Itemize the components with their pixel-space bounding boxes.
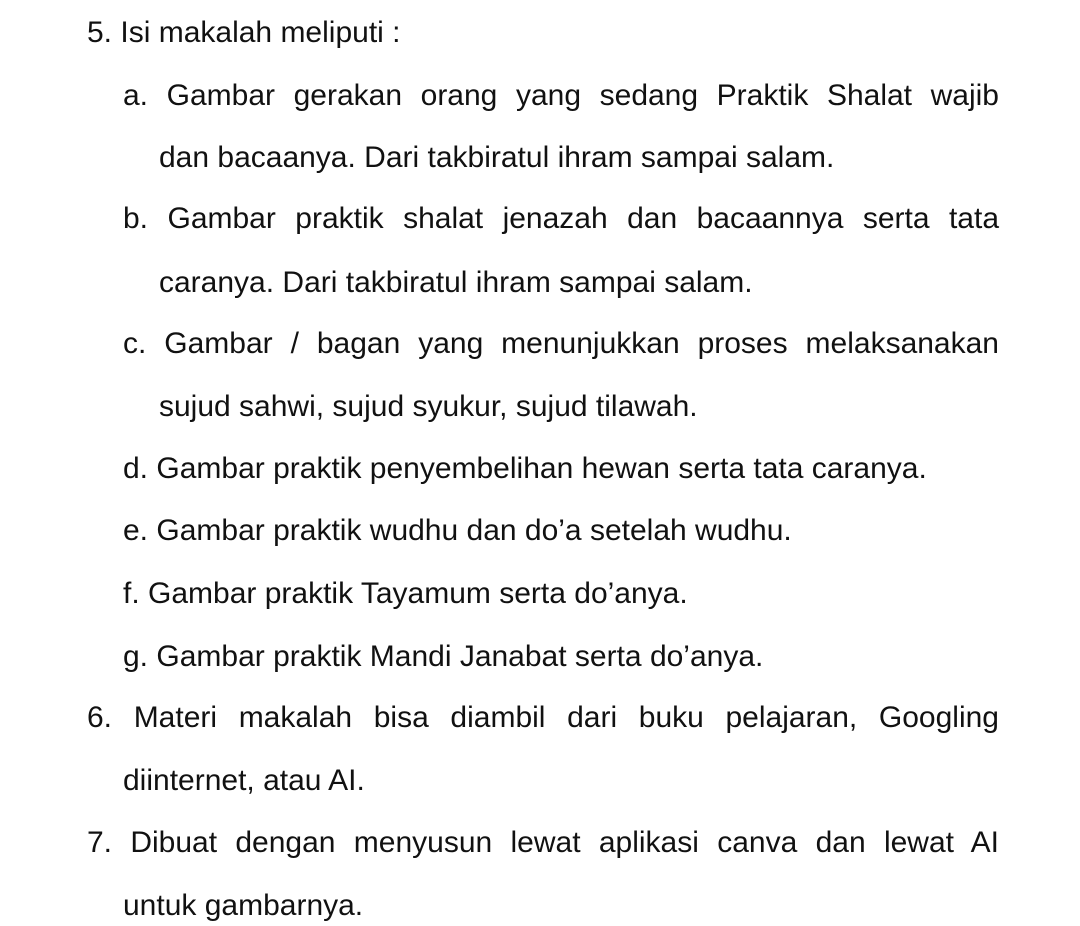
list-item-6-continuation: diinternet, atau AI. <box>123 764 365 797</box>
sub-item-text: Gambar praktik shalat jenazah dan bacaannya serta tata <box>167 202 1000 235</box>
sub-item-letter: e. <box>123 514 149 547</box>
sub-item-b-continuation: caranya. Dari takbiratul ihram sampai salam. <box>159 266 753 299</box>
sub-item-text: Gambar praktik Mandi Janabat serta do’anya. <box>156 640 764 673</box>
sub-item-text: Gambar gerakan orang yang sedang Praktik Shalat wajib <box>166 79 999 112</box>
sub-item-f <box>123 576 688 612</box>
sub-item-text: Gambar praktik penyembelihan hewan serta tata caranya. <box>156 452 927 485</box>
sub-item-text: Gambar / bagan yang menunjukkan proses melaksanakan <box>164 327 999 360</box>
sub-item-e <box>123 513 792 549</box>
sub-item-b <box>123 201 999 237</box>
sub-item-a-continuation: dan bacaanya. Dari takbiratul ihram sampai salam. <box>159 141 835 174</box>
sub-item-text: Gambar praktik Tayamum serta do’anya. <box>148 577 688 610</box>
item-number: 5. <box>87 16 113 49</box>
list-item-7-continuation: untuk gambarnya. <box>123 889 364 922</box>
item-text: Materi makalah bisa diambil dari buku pelajaran, Googling <box>133 701 999 734</box>
sub-item-a <box>123 78 999 114</box>
list-item-5 <box>87 15 400 51</box>
sub-item-c-continuation: sujud sahwi, sujud syukur, sujud tilawah. <box>159 390 698 423</box>
item-text: Isi makalah meliputi : <box>120 16 401 49</box>
item-number: 6. <box>87 701 113 734</box>
sub-item-text: Gambar praktik wudhu dan do’a setelah wudhu. <box>156 514 792 547</box>
sub-item-letter: a. <box>123 79 149 112</box>
item-text: Dibuat dengan menyusun lewat aplikasi canva dan lewat AI <box>130 826 999 859</box>
sub-item-letter: g. <box>123 640 149 673</box>
item-number: 7. <box>87 826 113 859</box>
sub-item-c <box>123 326 999 362</box>
list-item-7 <box>87 825 999 861</box>
sub-item-letter: c. <box>123 327 147 360</box>
sub-item-d <box>123 451 927 487</box>
sub-item-g <box>123 639 763 675</box>
list-item-6 <box>87 700 999 736</box>
sub-item-letter: d. <box>123 452 149 485</box>
sub-item-letter: b. <box>123 202 149 235</box>
sub-item-letter: f. <box>123 577 140 610</box>
